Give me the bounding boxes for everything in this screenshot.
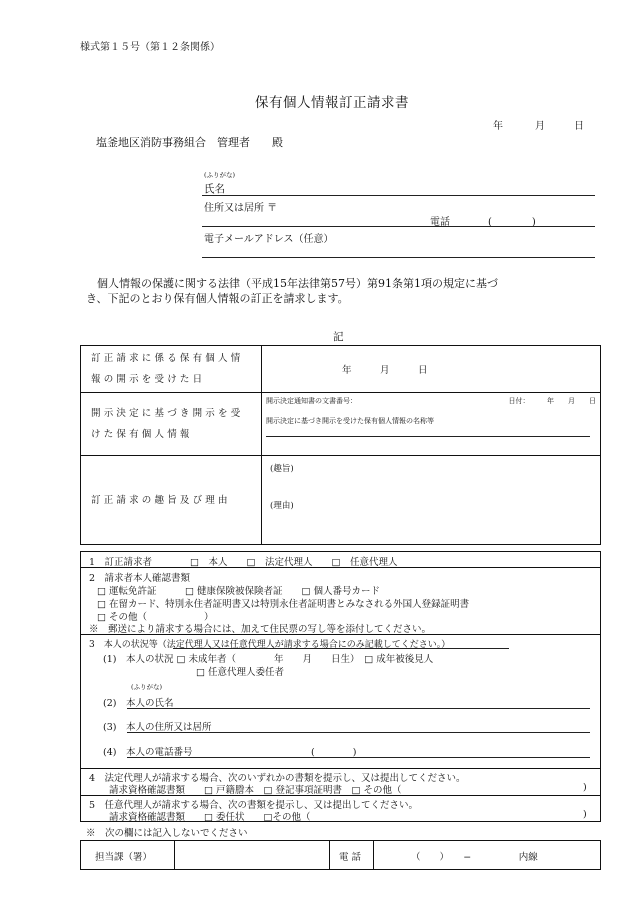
purpose-label: (趣旨) (270, 464, 294, 474)
date-month[interactable]: 月 (535, 121, 545, 132)
addressee: 塩釜地区消防事務組合 管理者 殿 (96, 136, 283, 149)
reason-label: (理由) (270, 501, 294, 511)
divider (81, 768, 600, 769)
agent-title: 5 任意代理人が請求する場合、次の書類を提示し、又は提出してください。 (89, 800, 419, 811)
office-use-note: ※ 次の欄には記入しないでください (86, 828, 248, 839)
tel-field[interactable]: （ ） − 内線 (411, 852, 538, 863)
mail-note: ※ 郵送により請求する場合には、加えて住民票の写し等を添付してください。 (89, 624, 432, 635)
divider (81, 795, 600, 796)
applicant-email-label: 電子メールアドレス（任意） (204, 234, 334, 245)
purpose-reason-field[interactable] (262, 456, 601, 545)
id-docs-options-3[interactable]: □ その他（ ） (97, 612, 214, 623)
principal-status-options-2[interactable]: □ 任意代理人委任者 (196, 667, 284, 678)
office-use-table (80, 840, 601, 870)
disclosure-date-text: 年 月 日 (342, 365, 428, 376)
correction-table (80, 345, 601, 545)
applicant-address-field[interactable] (202, 226, 595, 227)
divider (174, 841, 175, 869)
agent-docs[interactable]: 請求資格確認書類 □ 委任状 □その他（ (109, 812, 311, 823)
form-number: 様式第１５号（第１２条関係） (80, 42, 220, 53)
tel-label: 電 話 (339, 852, 362, 863)
disclosed-info-label: 開示決定に基づき開示を受けた保有個人情報 (81, 393, 262, 456)
principal-name-label: (2) 本人の氏名 (103, 698, 174, 709)
applicant-phone-label: 電話 (430, 217, 450, 228)
legal-rep-title: 4 法定代理人が請求する場合、次のいずれかの書類を提示し、又は提出してください。 (89, 773, 466, 784)
principal-phone-label: (4) 本人の電話番号 (103, 747, 193, 758)
id-docs-options-1[interactable]: □ 運転免許証 □ 健康保険被保険者証 □ 個人番号カード (97, 586, 380, 597)
applicant-address-label: 住所又は居所 〒 (204, 203, 278, 214)
principal-furigana-label: (ふりがな) (131, 683, 163, 691)
applicant-furigana-label: (ふりがな) (204, 171, 236, 179)
principal-status-options[interactable]: (1) 本人の状況 □ 未成年者（ 年 月 日生） □ 成年被後見人 (103, 654, 434, 665)
doc-number-label: 開示決定通知書の文書番号： (266, 397, 357, 405)
divider (81, 634, 600, 635)
applicant-name-label: 氏名 (204, 183, 225, 195)
legal-rep-close: ) (583, 782, 587, 793)
principal-status-underline (173, 648, 509, 649)
divider (329, 841, 330, 869)
requester-section (80, 551, 601, 822)
divider (373, 841, 374, 869)
disclosure-date-label: 訂正請求に係る保有個人情報の開示を受けた日 (81, 346, 262, 393)
principal-status-title: 3 本人の状況等（法定代理人又は任意代理人が請求する場合にのみ記載してください。） (89, 640, 451, 650)
applicant-email-field[interactable] (202, 257, 595, 258)
principal-phone-field[interactable] (127, 757, 590, 758)
info-name-line (266, 436, 590, 437)
purpose-reason-label: 訂正請求の趣旨及び理由 (81, 456, 262, 545)
date-year[interactable]: 年 (493, 121, 503, 132)
principal-phone-paren[interactable]: ( ) (311, 747, 357, 758)
agent-close: ) (583, 809, 587, 820)
ki-label: 記 (333, 331, 344, 343)
date-day[interactable]: 日 (574, 121, 584, 132)
principal-address-label: (3) 本人の住所又は居所 (103, 722, 212, 733)
id-docs-options-2[interactable]: □ 在留カード、特別永住者証明書又は特別永住者証明書とみなされる外国人登録証明書 (97, 599, 470, 610)
page-title: 保有個人情報訂正請求書 (255, 95, 409, 111)
applicant-phone-paren[interactable]: ( ) (488, 217, 536, 228)
applicant-name-field[interactable] (202, 195, 595, 196)
intro-line-1: 個人情報の保護に関する法律（平成15年法律第57号）第91条第1項の規定に基づ (86, 277, 498, 290)
legal-rep-docs[interactable]: 請求資格確認書類 □ 戸籍謄本 □ 登記事項証明書 □ その他（ (109, 785, 402, 796)
requester-type-row[interactable]: 1 訂正請求者 □ 本人 □ 法定代理人 □ 任意代理人 (89, 557, 398, 568)
principal-name-field[interactable] (127, 708, 590, 709)
disclosed-info-field[interactable] (262, 393, 601, 456)
intro-line-2: き、下記のとおり保有個人情報の訂正を請求します。 (86, 292, 349, 305)
info-name-label: 開示決定に基づき開示を受けた保有個人情報の名称等 (266, 417, 434, 425)
divider (81, 567, 600, 568)
principal-address-field[interactable] (127, 732, 590, 733)
disclosure-date-field[interactable] (262, 346, 601, 393)
doc-date-label: 日付： 年 月 日 (508, 397, 596, 405)
dept-label: 担当課（署） (95, 852, 153, 863)
id-docs-title: 2 請求者本人確認書類 (89, 573, 191, 584)
